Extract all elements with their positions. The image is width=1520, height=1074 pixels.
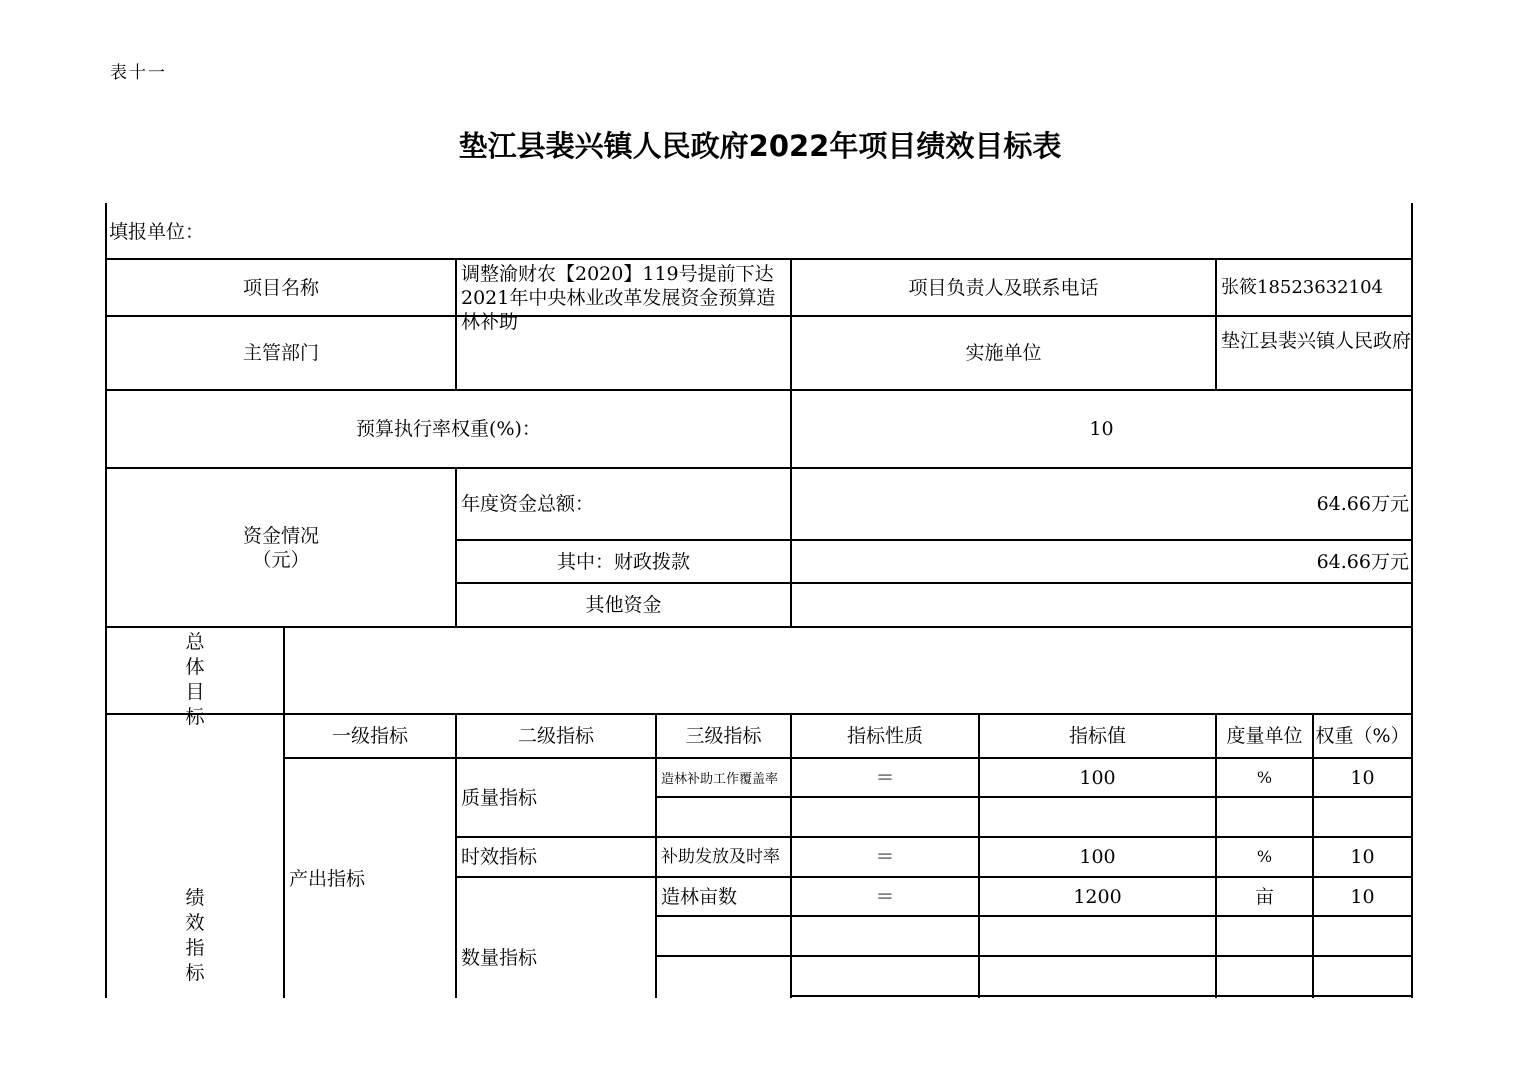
form-number: 表十一 bbox=[110, 63, 167, 83]
funds-fiscal-label: 其中：财政拨款 bbox=[556, 550, 690, 573]
row-value: 1200 bbox=[1073, 885, 1122, 908]
row-unit: 亩 bbox=[1254, 885, 1274, 908]
dept-value bbox=[457, 317, 790, 389]
header-level2: 二级指标 bbox=[517, 725, 594, 747]
header-level1: 一级指标 bbox=[331, 725, 408, 747]
row-unit bbox=[1217, 957, 1312, 995]
row-value bbox=[980, 957, 1215, 995]
level1-output: 产出指标 bbox=[289, 867, 366, 890]
row-name: 造林补助工作覆盖率 bbox=[661, 772, 779, 787]
row-nature: ＝ bbox=[875, 885, 895, 908]
row-weight bbox=[1314, 917, 1411, 955]
header-level3: 三级指标 bbox=[685, 725, 762, 747]
overall-goal-value bbox=[285, 628, 1411, 713]
overall-goal-label: 总体目标 bbox=[185, 631, 205, 728]
funds-other-label: 其他资金 bbox=[585, 594, 662, 616]
header-nature: 指标性质 bbox=[846, 725, 923, 747]
row-weight: 10 bbox=[1350, 846, 1375, 868]
row-value bbox=[980, 798, 1215, 836]
row-value bbox=[980, 917, 1215, 955]
group-timeliness: 时效指标 bbox=[461, 846, 538, 868]
row-unit: % bbox=[1256, 847, 1273, 866]
project-name-label: 项目名称 bbox=[242, 276, 319, 299]
contact-label: 项目负责人及联系电话 bbox=[908, 276, 1099, 299]
row-unit bbox=[1217, 798, 1312, 836]
contact-value: 张筱18523632104 bbox=[1221, 276, 1383, 298]
funds-fiscal-value: 64.66万元 bbox=[1316, 550, 1409, 573]
funds-label: 资金情况 （元） bbox=[242, 524, 319, 571]
row-nature: ＝ bbox=[875, 766, 895, 789]
row-unit: % bbox=[1256, 767, 1273, 787]
row-nature bbox=[792, 957, 978, 995]
row-unit bbox=[1217, 917, 1312, 955]
exec-rate-value: 10 bbox=[1089, 418, 1114, 440]
row-name bbox=[657, 798, 790, 836]
filler-label: 填报单位： bbox=[109, 220, 205, 243]
row-name: 造林亩数 bbox=[661, 885, 738, 908]
funds-other-value bbox=[792, 584, 1411, 626]
row-name bbox=[657, 957, 790, 995]
row-name bbox=[657, 917, 790, 955]
row-name: 补助发放及时率 bbox=[661, 847, 780, 867]
page-title: 垫江县裴兴镇人民政府2022年项目绩效目标表 bbox=[458, 129, 1062, 163]
row-weight bbox=[1314, 798, 1411, 836]
group-quantity: 数量指标 bbox=[461, 947, 538, 969]
impl-value: 垫江县裴兴镇人民政府 bbox=[1221, 330, 1412, 352]
indicators-section-label: 绩效指标 bbox=[185, 887, 205, 984]
row-weight bbox=[1314, 957, 1411, 995]
group-quality: 质量指标 bbox=[461, 786, 538, 809]
row-nature: ＝ bbox=[875, 846, 895, 868]
impl-label: 实施单位 bbox=[965, 342, 1042, 364]
header-value: 指标值 bbox=[1068, 725, 1126, 747]
row-value: 100 bbox=[1079, 766, 1116, 789]
row-nature bbox=[792, 917, 978, 955]
exec-rate-label: 预算执行率权重(%)： bbox=[356, 418, 541, 440]
row-weight: 10 bbox=[1350, 885, 1375, 908]
row-nature bbox=[792, 798, 978, 836]
funds-total-label: 年度资金总额： bbox=[461, 493, 595, 515]
row-weight: 10 bbox=[1350, 766, 1375, 789]
project-name-value: 调整渝财农【2020】119号提前下达2021年中央林业改革发展资金预算造林补助 bbox=[461, 263, 776, 333]
header-weight: 权重（%） bbox=[1315, 725, 1410, 747]
header-unit: 度量单位 bbox=[1226, 725, 1303, 747]
funds-total-value: 64.66万元 bbox=[1316, 493, 1409, 515]
dept-label: 主管部门 bbox=[242, 342, 319, 364]
row-value: 100 bbox=[1079, 846, 1116, 868]
